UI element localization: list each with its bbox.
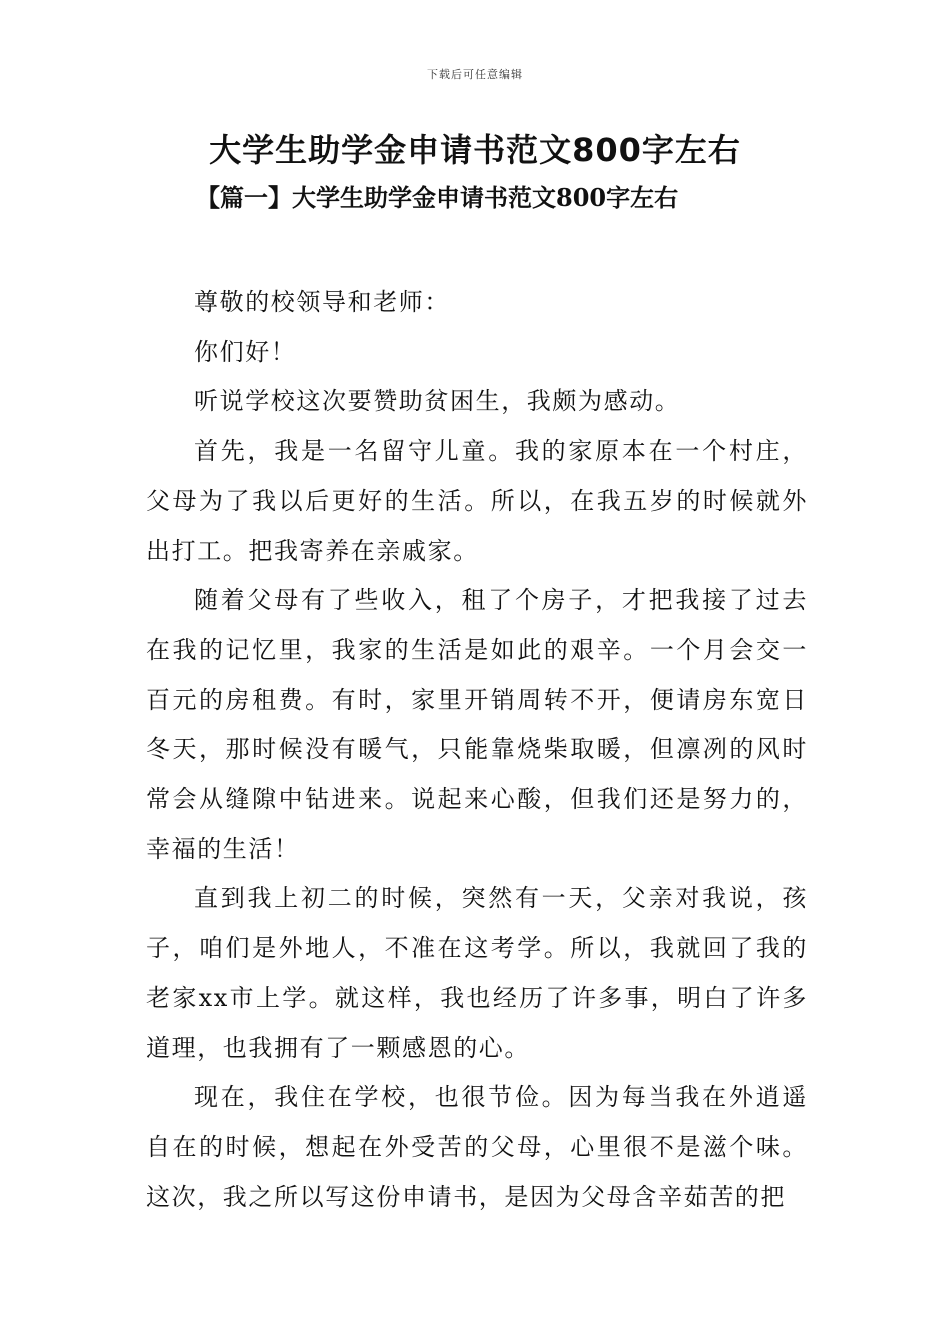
document-title: 大学生助学金申请书范文800字左右 — [209, 131, 741, 169]
paragraph: 听说学校这次要赞助贫困生，我颇为感动。 — [194, 387, 681, 416]
document-body — [146, 278, 808, 1222]
paragraph: 现在，我住在学校，也很节俭。因为每当我在外逍遥自在的时候，想起在外受苦的父母，心里很不是滋个味。这次，我之所以写这份申请书，是因为父母含辛茹苦的把 — [146, 1083, 808, 1211]
paragraph: 直到我上初二的时候，突然有一天，父亲对我说，孩子，咱们是外地人，不准在这考学。所以，我就回了我的老家xx市上学。就这样，我也经历了许多事，明白了许多道理，也我拥有了一颗感恩的心。 — [146, 884, 808, 1062]
document-subtitle: 【篇一】大学生助学金申请书范文800字左右 — [196, 183, 679, 212]
header-note: 下载后可任意编辑 — [427, 68, 523, 81]
paragraph-greeting: 你们好！ — [194, 337, 297, 366]
paragraph-salutation: 尊敬的校领导和老师： — [194, 288, 450, 316]
paragraph: 随着父母有了些收入，租了个房子，才把我接了过去在我的记忆里，我家的生活是如此的艰辛。一个月会交一百元的房租费。有时，家里开销周转不开，便请房东宽日冬天，那时候没有暖气，只能靠烧柴取暖，但凛冽的风时常会从缝隙中钻进来。说起来心酸，但我们还是努力的，幸福的生活！ — [146, 586, 808, 863]
paragraph: 首先，我是一名留守儿童。我的家原本在一个村庄，父母为了我以后更好的生活。所以，在我五岁的时候就外出打工。把我寄养在亲戚家。 — [146, 437, 808, 565]
